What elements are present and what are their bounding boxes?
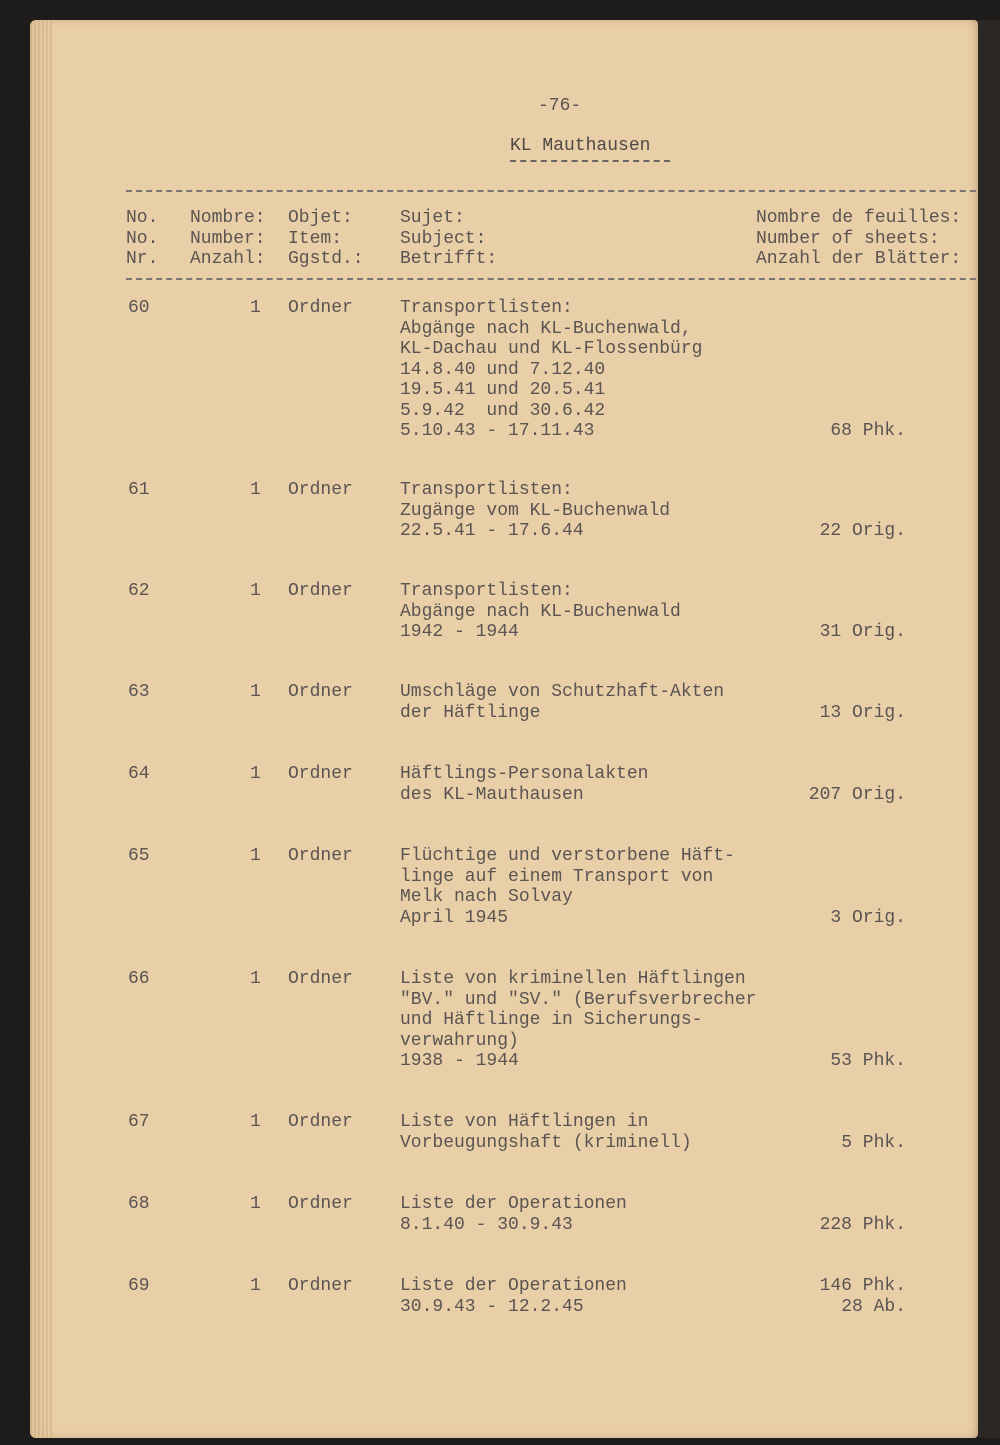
row-object: Ordner: [288, 1112, 353, 1132]
title-underline: [510, 160, 670, 162]
binding-edge: [978, 20, 1000, 1438]
row-number: 61: [128, 480, 150, 500]
row-count: 1: [250, 1194, 261, 1214]
row-number: 64: [128, 764, 150, 784]
row-object: Ordner: [288, 682, 353, 702]
row-subject: Häftlings-Personalakten des KL-Mauthausen: [400, 764, 649, 805]
row-subject: Liste der Operationen 30.9.43 - 12.2.45: [400, 1276, 627, 1317]
row-count: 1: [250, 969, 261, 989]
row-count: 1: [250, 1112, 261, 1132]
row-sheets: 53 Phk.: [830, 1051, 906, 1071]
row-sheets: 207 Orig.: [808, 785, 906, 805]
row-number: 69: [128, 1276, 150, 1296]
row-subject: Umschläge von Schutzhaft-Akten der Häftlinge: [400, 682, 725, 723]
row-object: Ordner: [288, 298, 353, 318]
row-sheets: 3 Orig.: [830, 908, 906, 928]
page-number: -76-: [538, 96, 582, 116]
header-sheets: Nombre de feuilles: Number of sheets: Anzahl der Blätter:: [756, 208, 962, 269]
row-sheets: 22 Orig.: [819, 521, 906, 541]
header-subject: Sujet: Subject: Betrifft:: [400, 208, 498, 269]
row-sheets: 13 Orig.: [819, 703, 906, 723]
row-subject: Transportlisten: Abgänge nach KL-Buchenwald, KL-Dachau und KL-Flossenbürg 14.8.40 und 7.12.40 19.5.41 und 20.5.41 5.9.42 und 30.6.42 5.10.43 - 17.11.43: [400, 298, 703, 441]
header-count: Nombre: Number: Anzahl:: [190, 208, 266, 269]
row-count: 1: [250, 846, 261, 866]
row-number: 68: [128, 1194, 150, 1214]
row-subject: Liste von Häftlingen in Vorbeugungshaft (kriminell): [400, 1112, 692, 1153]
row-sheets: 68 Phk.: [830, 421, 906, 441]
row-count: 1: [250, 480, 261, 500]
row-count: 1: [250, 298, 261, 318]
row-subject: Liste der Operationen 8.1.40 - 30.9.43: [400, 1194, 627, 1235]
header-bottom-rule: [126, 278, 1000, 280]
row-number: 60: [128, 298, 150, 318]
row-sheets: 228 Phk.: [819, 1215, 906, 1235]
row-object: Ordner: [288, 1194, 353, 1214]
row-subject: Transportlisten: Zugänge vom KL-Buchenwald 22.5.41 - 17.6.44: [400, 480, 671, 541]
row-subject: Liste von kriminellen Häftlingen "BV." und "SV." (Berufsverbrecher und Häftlinge in Sicherungs- verwahrung) 1938 - 1944: [400, 969, 757, 1071]
row-sheets: 5 Phk.: [841, 1133, 906, 1153]
row-number: 62: [128, 581, 150, 601]
header-top-rule: [126, 190, 1000, 192]
row-object: Ordner: [288, 1276, 353, 1296]
header-object: Objet: Item: Ggstd.:: [288, 208, 364, 269]
row-number: 66: [128, 969, 150, 989]
row-sheets: 31 Orig.: [819, 622, 906, 642]
row-count: 1: [250, 1276, 261, 1296]
row-object: Ordner: [288, 846, 353, 866]
row-sheets: 146 Phk. 28 Ab.: [819, 1276, 906, 1317]
row-count: 1: [250, 764, 261, 784]
document-page: [30, 20, 978, 1438]
row-subject: Flüchtige und verstorbene Häft- linge auf einem Transport von Melk nach Solvay April 1945: [400, 846, 735, 928]
row-object: Ordner: [288, 581, 353, 601]
row-object: Ordner: [288, 764, 353, 784]
row-count: 1: [250, 682, 261, 702]
row-number: 67: [128, 1112, 150, 1132]
row-subject: Transportlisten: Abgänge nach KL-Buchenwald 1942 - 1944: [400, 581, 681, 642]
row-count: 1: [250, 581, 261, 601]
archive-title: KL Mauthausen: [510, 136, 651, 156]
row-object: Ordner: [288, 480, 353, 500]
header-no: No. No. Nr.: [126, 208, 159, 269]
row-number: 65: [128, 846, 150, 866]
row-object: Ordner: [288, 969, 353, 989]
row-number: 63: [128, 682, 150, 702]
